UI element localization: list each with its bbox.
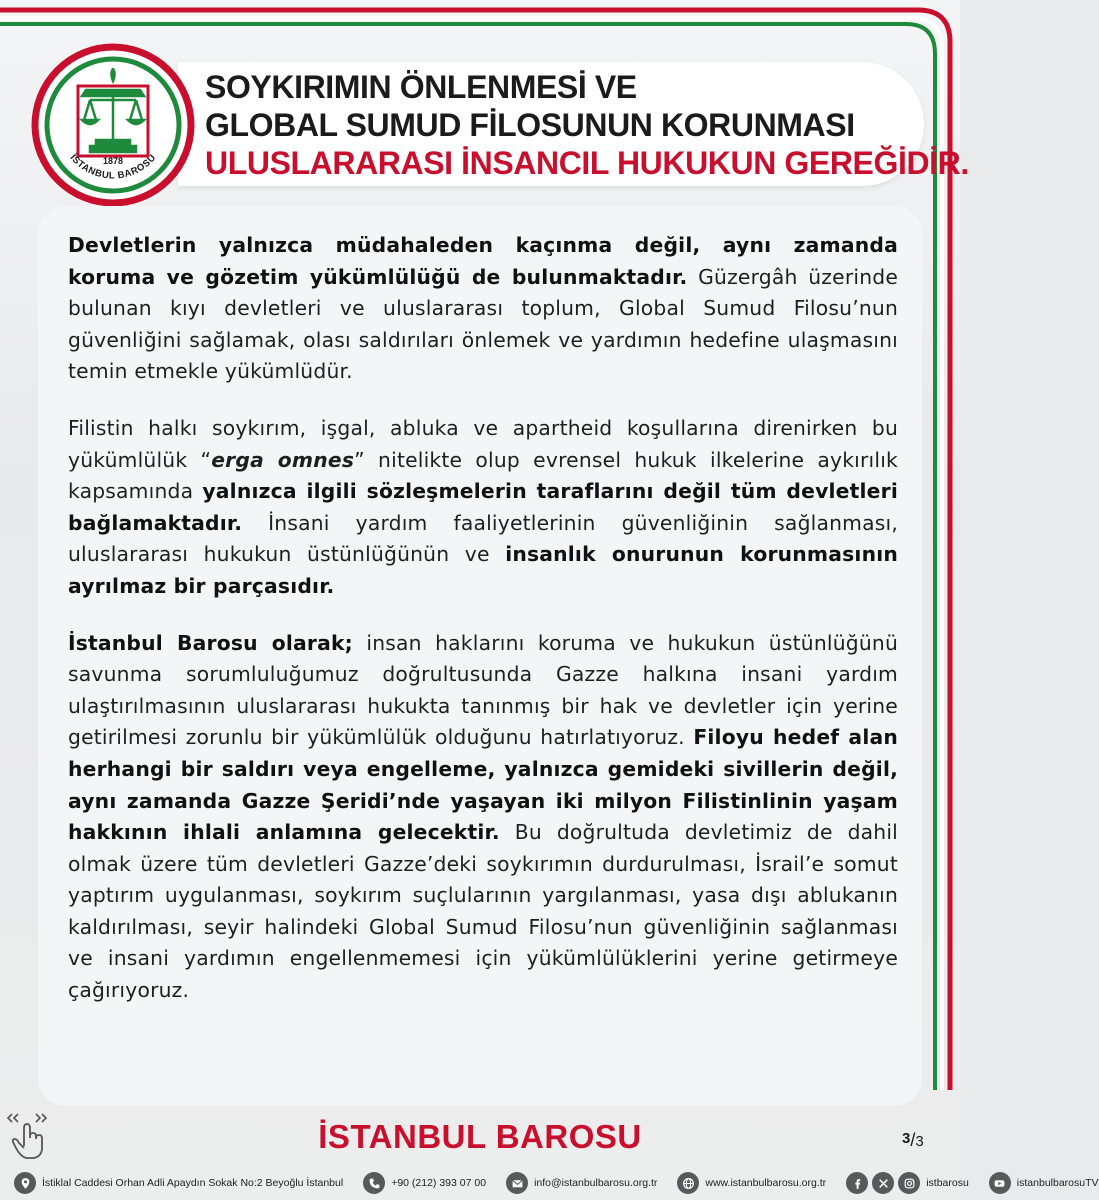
social-handle-text: istbarosu (926, 1177, 969, 1189)
p3-bold-1: İstanbul Barosu olarak; (68, 630, 353, 655)
mail-icon (506, 1172, 528, 1194)
istanbul-bar-logo (28, 40, 198, 210)
p3-text-a: insan haklarını koruma ve hukukun üstünlüğünü savunma sorumluluğumuz doğrultusunda Gazze halkına insani yardım ulaştırılmasının uluslararası hukukta tanınmış bir hak ve devletler için yerine getirilmesi zorunlu bir yükümlülük olduğunu hatırlatıyoruz. (68, 630, 899, 750)
page-indicator (902, 1130, 924, 1151)
p2-text-b: ” nitelikte olup evrensel hukuk ilkelerine aykırılık kapsamında (68, 447, 898, 504)
contact-address (14, 1172, 343, 1194)
email-text: info@istanbulbarosu.org.tr (534, 1177, 658, 1189)
p3-bold-2: Filoyu hedef alan herhangi bir saldırı veya engelleme, yalnızca gemideki sivillerin değil, aynı zamanda Gazze Şeridi’nde yaşayan iki milyon Filistinlinin yaşam hakkının ihlali anlamına gelecektir. (68, 725, 898, 845)
phone-icon (363, 1172, 385, 1194)
youtube-handle-text: istanbulbarosuTV (1016, 1177, 1099, 1189)
globe-icon (677, 1172, 699, 1194)
statement-text (68, 230, 898, 1032)
p3-text-b: Bu doğrultuda devletimiz de dahil olmak üzere tüm devletleri Gazze’deki soykırımın durdurulması, İsrail’e somut yaptırım uygulanması, soykırım suçlularının yargılanması, yasa dışı ablukanın kaldırılması, seyir halindeki Global Sumud Filosu’nun güvenliğinin sağlanması ve insani yardımın engellenmemesi için yükümlülüklerini yerine getirmeye çağırıyoruz. (68, 820, 899, 1003)
p1-bold: Devletlerin yalnızca müdahaleden kaçınma değil, aynı zamanda koruma ve gözetim yükümlülüğü de bulunmaktadır. (68, 233, 898, 289)
logo-year: 1878 (102, 156, 124, 166)
p2-text-a: Filistin halkı soykırım, işgal, abluka ve apartheid koşullarına direnirken bu yükümlülük “ (68, 415, 898, 472)
youtube-channel[interactable] (989, 1172, 1099, 1194)
page-title (205, 68, 969, 182)
p2-bold-2: insanlık onurunun korunmasının ayrılmaz bir parçasıdır. (68, 542, 898, 598)
page-total: 3 (915, 1133, 924, 1150)
p1-text: Güzergâh üzerinde bulunan kıyı devletleri ve uluslararası toplum, Global Sumud Filosu’nun güvenliğini sağlamak, olası saldırıları önlemek ve yardımın hedefine ulaşmasını temin etmekle yükümlüdür. (68, 264, 899, 384)
paragraph-3 (68, 628, 898, 1007)
paragraph-1 (68, 230, 898, 388)
page-current: 3 (902, 1130, 911, 1147)
contact-website[interactable] (677, 1172, 826, 1194)
social-handle[interactable] (926, 1177, 969, 1189)
p2-italic: erga omnes (211, 447, 355, 472)
logo-text: İSTANBUL BAROSU (67, 152, 159, 182)
page-separator: / (910, 1130, 916, 1150)
website-text: www.istanbulbarosu.org.tr (705, 1177, 827, 1189)
contact-email[interactable] (506, 1172, 657, 1194)
p2-bold-1: yalnızca ilgili sözleşmelerin taraflarını değil tüm devletleri bağlamaktadır. (68, 479, 898, 535)
paragraph-2 (68, 413, 898, 603)
title-line-1: SOYKIRIMIN ÖNLENMESİ VE (205, 69, 637, 105)
title-line-3: ULUSLARARASI İNSANCIL HUKUKUN GEREĞİDİR. (205, 145, 969, 181)
location-pin-icon (14, 1172, 36, 1194)
instagram-icon[interactable] (898, 1172, 920, 1194)
contact-phone[interactable] (363, 1172, 486, 1194)
title-line-2: GLOBAL SUMUD FİLOSUNUN KORUNMASI (205, 107, 855, 143)
social-links (846, 1172, 920, 1194)
footer-brand: İSTANBUL BAROSU (318, 1118, 642, 1155)
x-twitter-icon[interactable] (872, 1172, 894, 1194)
p2-text-c: İnsani yardım faaliyetlerinin güvenliğinin sağlanması, uluslararası hukukun üstünlüğünün ve (68, 510, 898, 567)
facebook-icon[interactable] (846, 1172, 868, 1194)
contact-bar (14, 1168, 1099, 1198)
phone-text: +90 (212) 393 07 00 (391, 1177, 487, 1189)
address-text: İstiklal Caddesi Orhan Adli Apaydın Sokak No:2 Beyoğlu İstanbul (42, 1177, 344, 1189)
youtube-icon (989, 1172, 1011, 1194)
